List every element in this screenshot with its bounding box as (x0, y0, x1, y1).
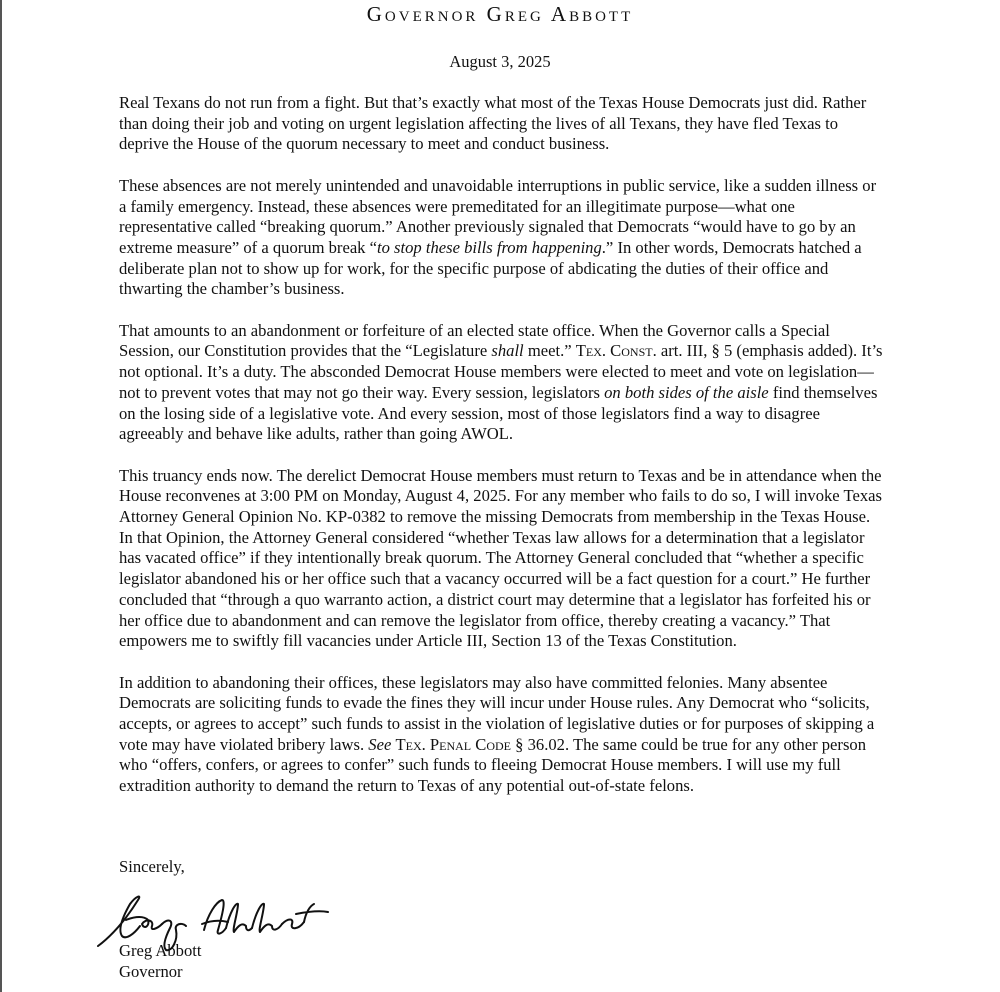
letter-body (119, 93, 887, 818)
signer-name: Greg Abbott (119, 941, 202, 960)
signer-block (119, 941, 202, 982)
closing-salutation: Sincerely, (119, 857, 185, 876)
paragraph-1: Real Texans do not run from a fight. But that’s exactly what most of the Texas House Democrats just did. Rather than doing their job and voting on urgent legislation affecting the lives of all Texans, they have fled Texas to deprive the House of the quorum necessary to meet and conduct business. (119, 93, 867, 154)
paragraph-3: That amounts to an abandonment or forfeiture of an elected state office. When the Governor calls a Special Session, our Constitution provides that the “Legislature shall meet.” Tex. Const. art. III, § 5 (emphasis added). It’s not optional. It’s a duty. The absconded Democrat House members were elected to meet and vote on legislation—not to prevent votes that may not go their way. Every session, legislators on both sides of the aisle find themselves on the losing side of a legislative vote. And every session, most of those legislators find a way to disagree agreeably and behave like adults, rather than going AWOL. (119, 320, 883, 444)
letter-date: August 3, 2025 (449, 52, 551, 71)
paragraph-5: In addition to abandoning their offices, these legislators may also have committed felonies. Many absentee Democrats are soliciting funds to evade the fines they will incur under House rules. Any Democrat who “solicits, accepts, or agrees to accept” such funds to assist in the violation of legislative duties or for purposes of skipping a vote may have violated bribery laws. See Tex. Penal Code § 36.02. The same could be true for any other person who “offers, confers, or agrees to confer” such funds to fleeing Democrat House members. I will use my full extradition authority to demand the return to Texas of any potential out-of-state felons. (119, 672, 875, 796)
paragraph-2: These absences are not merely unintended and unavoidable interruptions in public service, like a sudden illness or a family emergency. Instead, these absences were premeditated for an illegitimate purpose—what one representative called “breaking quorum.” Another previously signaled that Democrats “would have to go by an extreme measure” of a quorum break “to stop these bills from happening.” In other words, Democrats hatched a deliberate plan not to show up for work, for the specific purpose of abdicating the duties of their office and thwarting the chamber’s business. (119, 175, 877, 299)
signer-title: Governor (119, 961, 183, 981)
paragraph-4: This truancy ends now. The derelict Democrat House members must return to Texas and be in attendance when the House reconvenes at 3:00 PM on Monday, August 4, 2025. For any member who fails to do so, I will invoke Texas Attorney General Opinion No. KP-0382 to remove the missing Democrats from membership in the Texas House. In that Opinion, the Attorney General considered “whether Texas law allows for a determination that a legislator has vacated office” if they intentionally break quorum. The Attorney General concluded that “whether a specific legislator abandoned his or her office such that a vacancy occurred will be a fact question for a court.” He further concluded that “through a quo warranto action, a district court may determine that a legislator has forfeited his or her office due to abandonment and can remove the legislator from office, thereby creating a vacancy.” That empowers me to swiftly fill vacancies under Article III, Section 13 of the Texas Constitution. (119, 465, 882, 651)
page-edge (0, 0, 2, 992)
letterhead: Governor Greg Abbott (366, 2, 634, 26)
